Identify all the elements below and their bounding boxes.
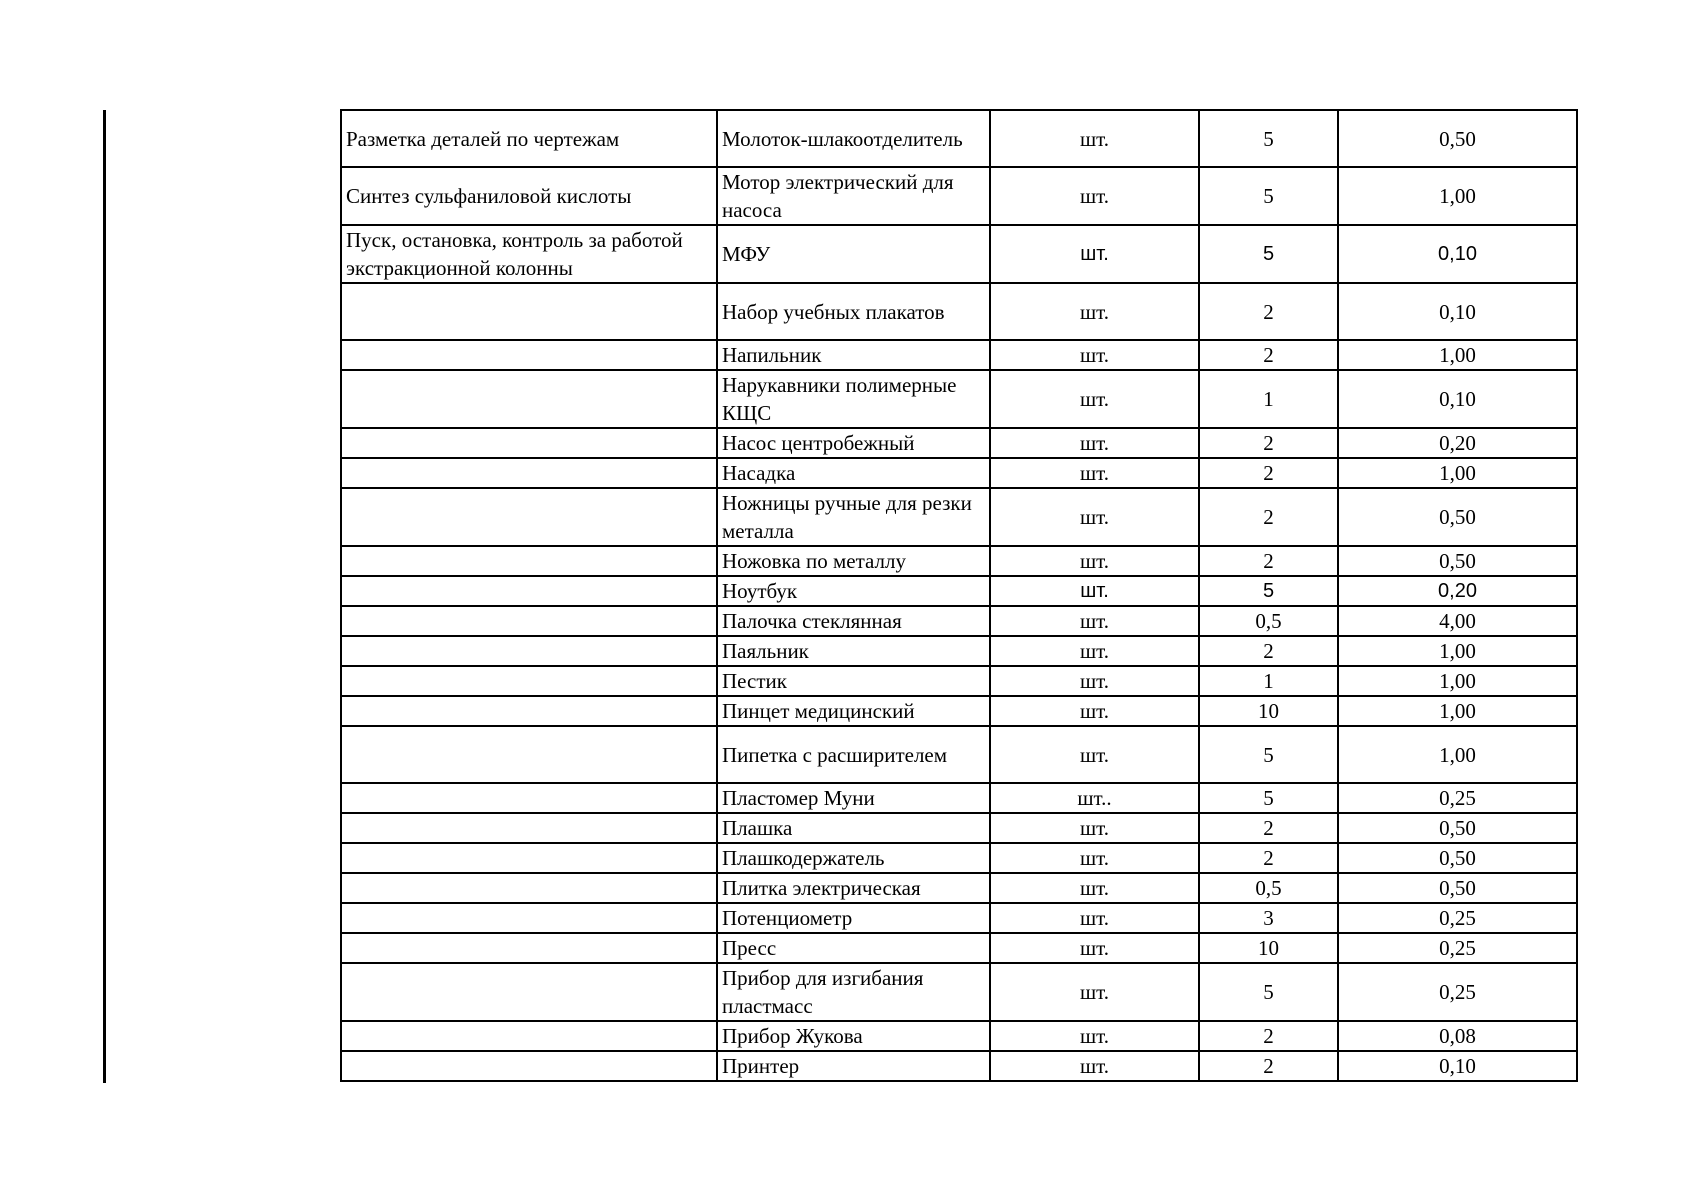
- table-row: [341, 428, 1577, 458]
- unit-cell: шт.: [990, 576, 1199, 606]
- table-row: [341, 813, 1577, 843]
- work-description-cell: [341, 283, 717, 340]
- quantity-cell: 2: [1199, 458, 1338, 488]
- table-row: [341, 1051, 1577, 1081]
- table-row: [341, 110, 1577, 167]
- work-description-cell: [341, 458, 717, 488]
- quantity-cell: 2: [1199, 1051, 1338, 1081]
- table-row: [341, 340, 1577, 370]
- quantity-cell: 0,5: [1199, 606, 1338, 636]
- work-description-cell: [341, 428, 717, 458]
- quantity-cell: 2: [1199, 488, 1338, 546]
- table-row: [341, 873, 1577, 903]
- work-description-cell: [341, 783, 717, 813]
- quantity-cell: 1: [1199, 666, 1338, 696]
- value-cell: 0,25: [1338, 933, 1577, 963]
- equipment-name-cell: Потенциометр: [717, 903, 990, 933]
- table-row: [341, 488, 1577, 546]
- table-row: [341, 636, 1577, 666]
- unit-cell: шт.: [990, 488, 1199, 546]
- value-cell: 1,00: [1338, 167, 1577, 225]
- table-row: [341, 546, 1577, 576]
- equipment-name-cell: Палочка стеклянная: [717, 606, 990, 636]
- equipment-name-cell: Пестик: [717, 666, 990, 696]
- table-row: [341, 606, 1577, 636]
- quantity-cell: 2: [1199, 813, 1338, 843]
- quantity-cell: 0,5: [1199, 873, 1338, 903]
- unit-cell: шт.: [990, 1051, 1199, 1081]
- unit-cell: шт.: [990, 933, 1199, 963]
- unit-cell: шт.: [990, 428, 1199, 458]
- equipment-name-cell: Паяльник: [717, 636, 990, 666]
- equipment-name-cell: МФУ: [717, 225, 990, 283]
- work-description-cell: [341, 340, 717, 370]
- table-row: [341, 843, 1577, 873]
- equipment-name-cell: Пластомер Муни: [717, 783, 990, 813]
- equipment-name-cell: Нарукавники полимерные КЩС: [717, 370, 990, 428]
- equipment-name-cell: Плашкодержатель: [717, 843, 990, 873]
- work-description-cell: [341, 1051, 717, 1081]
- work-description-cell: [341, 963, 717, 1021]
- unit-cell: шт.: [990, 1021, 1199, 1051]
- value-cell: 0,25: [1338, 783, 1577, 813]
- work-description-cell: [341, 576, 717, 606]
- work-description-cell: Синтез сульфаниловой кислоты: [341, 167, 717, 225]
- unit-cell: шт.: [990, 458, 1199, 488]
- unit-cell: шт.: [990, 843, 1199, 873]
- unit-cell: шт.: [990, 340, 1199, 370]
- value-cell: 0,08: [1338, 1021, 1577, 1051]
- quantity-cell: 2: [1199, 636, 1338, 666]
- equipment-name-cell: Пресс: [717, 933, 990, 963]
- unit-cell: шт.: [990, 370, 1199, 428]
- value-cell: 4,00: [1338, 606, 1577, 636]
- unit-cell: шт.: [990, 167, 1199, 225]
- quantity-cell: 2: [1199, 1021, 1338, 1051]
- equipment-name-cell: Плитка электрическая: [717, 873, 990, 903]
- unit-cell: шт.: [990, 903, 1199, 933]
- work-description-cell: [341, 606, 717, 636]
- equipment-name-cell: Мотор электрический для насоса: [717, 167, 990, 225]
- value-cell: 1,00: [1338, 696, 1577, 726]
- equipment-name-cell: Пипетка с расширителем: [717, 726, 990, 783]
- quantity-cell: 1: [1199, 370, 1338, 428]
- work-description-cell: [341, 696, 717, 726]
- value-cell: 0,10: [1338, 225, 1577, 283]
- unit-cell: шт.: [990, 636, 1199, 666]
- table-row: [341, 963, 1577, 1021]
- equipment-name-cell: Пинцет медицинский: [717, 696, 990, 726]
- value-cell: 0,50: [1338, 546, 1577, 576]
- value-cell: 1,00: [1338, 726, 1577, 783]
- value-cell: 0,20: [1338, 576, 1577, 606]
- table-row: [341, 696, 1577, 726]
- value-cell: 1,00: [1338, 340, 1577, 370]
- quantity-cell: 5: [1199, 963, 1338, 1021]
- page-margin-rule: [103, 110, 106, 1083]
- work-description-cell: [341, 546, 717, 576]
- table-row: [341, 283, 1577, 340]
- work-description-cell: [341, 1021, 717, 1051]
- unit-cell: шт.: [990, 963, 1199, 1021]
- table-row: [341, 726, 1577, 783]
- table-row: [341, 783, 1577, 813]
- quantity-cell: 3: [1199, 903, 1338, 933]
- unit-cell: шт..: [990, 783, 1199, 813]
- equipment-name-cell: Принтер: [717, 1051, 990, 1081]
- value-cell: 1,00: [1338, 458, 1577, 488]
- unit-cell: шт.: [990, 726, 1199, 783]
- work-description-cell: [341, 813, 717, 843]
- value-cell: 0,50: [1338, 488, 1577, 546]
- unit-cell: шт.: [990, 225, 1199, 283]
- equipment-name-cell: Ножовка по металлу: [717, 546, 990, 576]
- value-cell: 1,00: [1338, 666, 1577, 696]
- work-description-cell: Пуск, остановка, контроль за работой экстракционной колонны: [341, 225, 717, 283]
- equipment-name-cell: Ножницы ручные для резки металла: [717, 488, 990, 546]
- unit-cell: шт.: [990, 696, 1199, 726]
- table-row: [341, 458, 1577, 488]
- work-description-cell: [341, 666, 717, 696]
- equipment-name-cell: Молоток-шлакоотделитель: [717, 110, 990, 167]
- work-description-cell: [341, 933, 717, 963]
- value-cell: 0,10: [1338, 370, 1577, 428]
- quantity-cell: 2: [1199, 546, 1338, 576]
- table-row: [341, 933, 1577, 963]
- work-description-cell: [341, 370, 717, 428]
- quantity-cell: 5: [1199, 783, 1338, 813]
- value-cell: 1,00: [1338, 636, 1577, 666]
- quantity-cell: 2: [1199, 283, 1338, 340]
- quantity-cell: 10: [1199, 696, 1338, 726]
- unit-cell: шт.: [990, 110, 1199, 167]
- value-cell: 0,25: [1338, 903, 1577, 933]
- value-cell: 0,25: [1338, 963, 1577, 1021]
- equipment-name-cell: Плашка: [717, 813, 990, 843]
- quantity-cell: 5: [1199, 167, 1338, 225]
- work-description-cell: [341, 726, 717, 783]
- work-description-cell: [341, 843, 717, 873]
- quantity-cell: 2: [1199, 340, 1338, 370]
- work-description-cell: [341, 873, 717, 903]
- value-cell: 0,10: [1338, 283, 1577, 340]
- unit-cell: шт.: [990, 873, 1199, 903]
- quantity-cell: 5: [1199, 110, 1338, 167]
- work-description-cell: [341, 903, 717, 933]
- unit-cell: шт.: [990, 546, 1199, 576]
- value-cell: 0,50: [1338, 873, 1577, 903]
- quantity-cell: 5: [1199, 225, 1338, 283]
- table-row: [341, 167, 1577, 225]
- value-cell: 0,50: [1338, 813, 1577, 843]
- work-description-cell: [341, 488, 717, 546]
- work-description-cell: Разметка деталей по чертежам: [341, 110, 717, 167]
- equipment-table: [340, 109, 1578, 1082]
- quantity-cell: 2: [1199, 428, 1338, 458]
- table-row: [341, 903, 1577, 933]
- value-cell: 0,50: [1338, 110, 1577, 167]
- unit-cell: шт.: [990, 606, 1199, 636]
- equipment-name-cell: Насадка: [717, 458, 990, 488]
- equipment-name-cell: Ноутбук: [717, 576, 990, 606]
- value-cell: 0,10: [1338, 1051, 1577, 1081]
- equipment-name-cell: Насос центробежный: [717, 428, 990, 458]
- unit-cell: шт.: [990, 283, 1199, 340]
- table-row: [341, 225, 1577, 283]
- table-row: [341, 1021, 1577, 1051]
- equipment-name-cell: Прибор Жукова: [717, 1021, 990, 1051]
- quantity-cell: 2: [1199, 843, 1338, 873]
- value-cell: 0,20: [1338, 428, 1577, 458]
- value-cell: 0,50: [1338, 843, 1577, 873]
- table-row: [341, 576, 1577, 606]
- equipment-name-cell: Набор учебных плакатов: [717, 283, 990, 340]
- work-description-cell: [341, 636, 717, 666]
- unit-cell: шт.: [990, 666, 1199, 696]
- table-row: [341, 370, 1577, 428]
- quantity-cell: 5: [1199, 726, 1338, 783]
- quantity-cell: 10: [1199, 933, 1338, 963]
- equipment-table-body: [341, 110, 1577, 1081]
- table-row: [341, 666, 1577, 696]
- unit-cell: шт.: [990, 813, 1199, 843]
- equipment-name-cell: Напильник: [717, 340, 990, 370]
- quantity-cell: 5: [1199, 576, 1338, 606]
- equipment-name-cell: Прибор для изгибания пластмасс: [717, 963, 990, 1021]
